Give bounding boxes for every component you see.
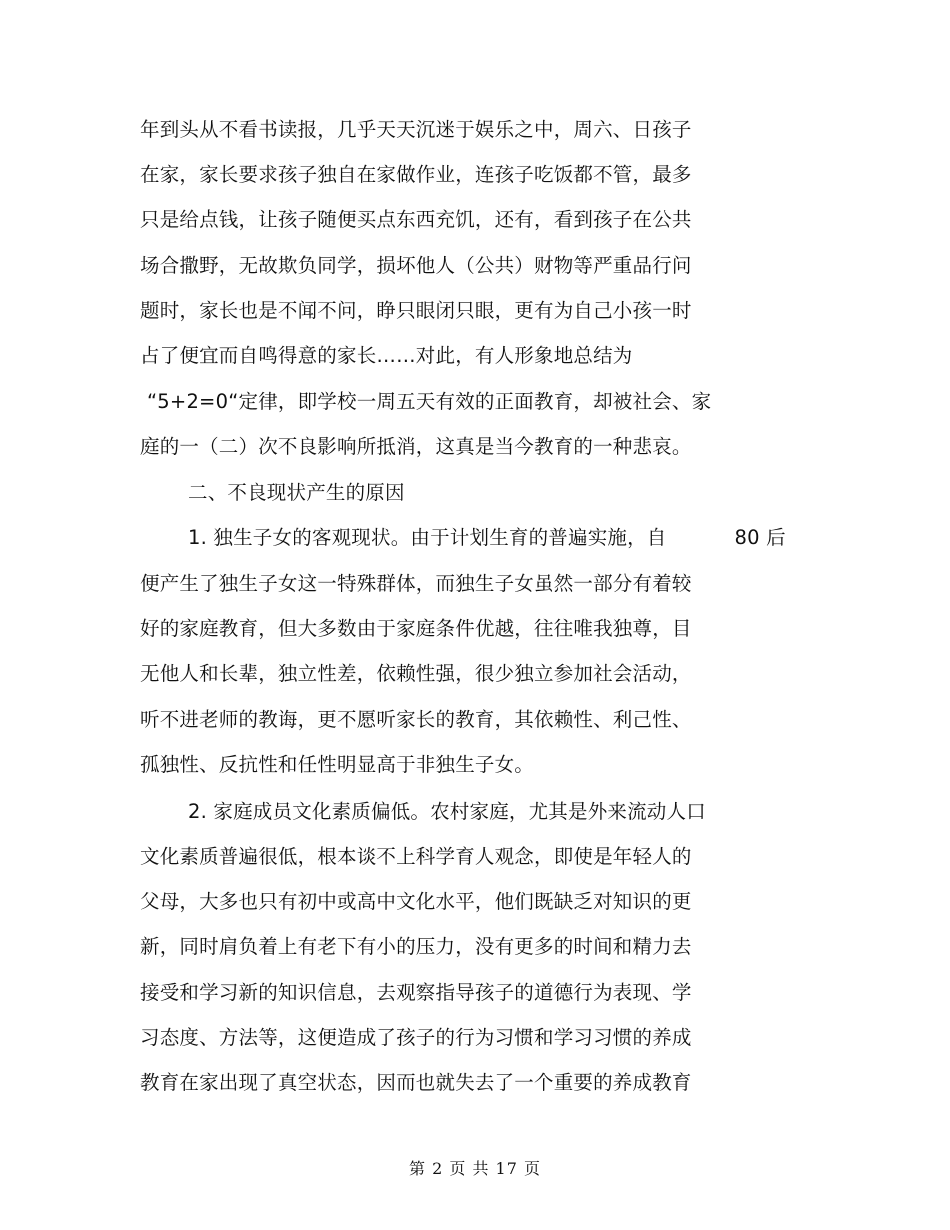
body-line: 孤独性、反抗性和任性明显高于非独生子女。 [140, 753, 535, 776]
paragraph-lead-text: 1. 独生子女的客观现状。由于计划生育的普遍实施，自 [188, 526, 667, 549]
body-line: 好的家庭教育，但大多数由于家庭条件优越，往往唯我独尊，目 [140, 617, 692, 640]
page-number-footer: 第 2 页 共 17 页 [409, 1159, 541, 1178]
paragraph-start-line: 2. 家庭成员文化素质偏低。农村家庭，尤其是外来流动人口 [188, 800, 706, 823]
body-line: 年到头从不看书读报，几乎天天沉迷于娱乐之中，周六、日孩子 [140, 118, 692, 141]
body-line: “5+2=0“定律，即学校一周五天有效的正面教育，却被社会、家 [147, 390, 712, 413]
body-line: 占了便宜而自鸣得意的家长……对此，有人形象地总结为 [140, 344, 633, 367]
body-line: 庭的一（二）次不良影响所抵消，这真是当今教育的一种悲哀。 [140, 435, 692, 458]
body-line: 新，同时肩负着上有老下有小的压力，没有更多的时间和精力去 [140, 935, 692, 958]
body-line: 文化素质普遍很低，根本谈不上科学育人观念，即使是年轻人的 [140, 845, 692, 868]
body-line: 在家，家长要求孩子独自在家做作业，连孩子吃饭都不管，最多 [140, 163, 692, 186]
body-line: 接受和学习新的知识信息，去观察指导孩子的道德行为表现、学 [140, 981, 692, 1004]
body-line: 父母，大多也只有初中或高中文化水平，他们既缺乏对知识的更 [140, 890, 692, 913]
section-heading: 二、不良现状产生的原因 [188, 481, 405, 504]
body-line: 题时，家长也是不闻不问，睁只眼闭只眼，更有为自己小孩一时 [140, 299, 692, 322]
body-line: 教育在家出现了真空状态，因而也就失去了一个重要的养成教育 [140, 1071, 692, 1094]
body-line: 只是给点钱，让孩子随便买点东西充饥，还有，看到孩子在公共 [140, 208, 692, 231]
body-line: 习态度、方法等，这便造成了孩子的行为习惯和学习习惯的养成 [140, 1026, 692, 1049]
body-line: 场合撒野，无故欺负同学，损坏他人（公共）财物等严重品行问 [140, 254, 692, 277]
body-line: 听不进老师的教诲，更不愿听家长的教育，其依赖性、利己性、 [140, 708, 692, 731]
body-line: 便产生了独生子女这一特殊群体，而独生子女虽然一部分有着较 [140, 572, 692, 595]
paragraph-lead-number: 80 后 [734, 526, 786, 549]
paragraph-start-line [188, 526, 786, 550]
body-line: 无他人和长辈，独立性差，依赖性强，很少独立参加社会活动， [140, 662, 692, 685]
